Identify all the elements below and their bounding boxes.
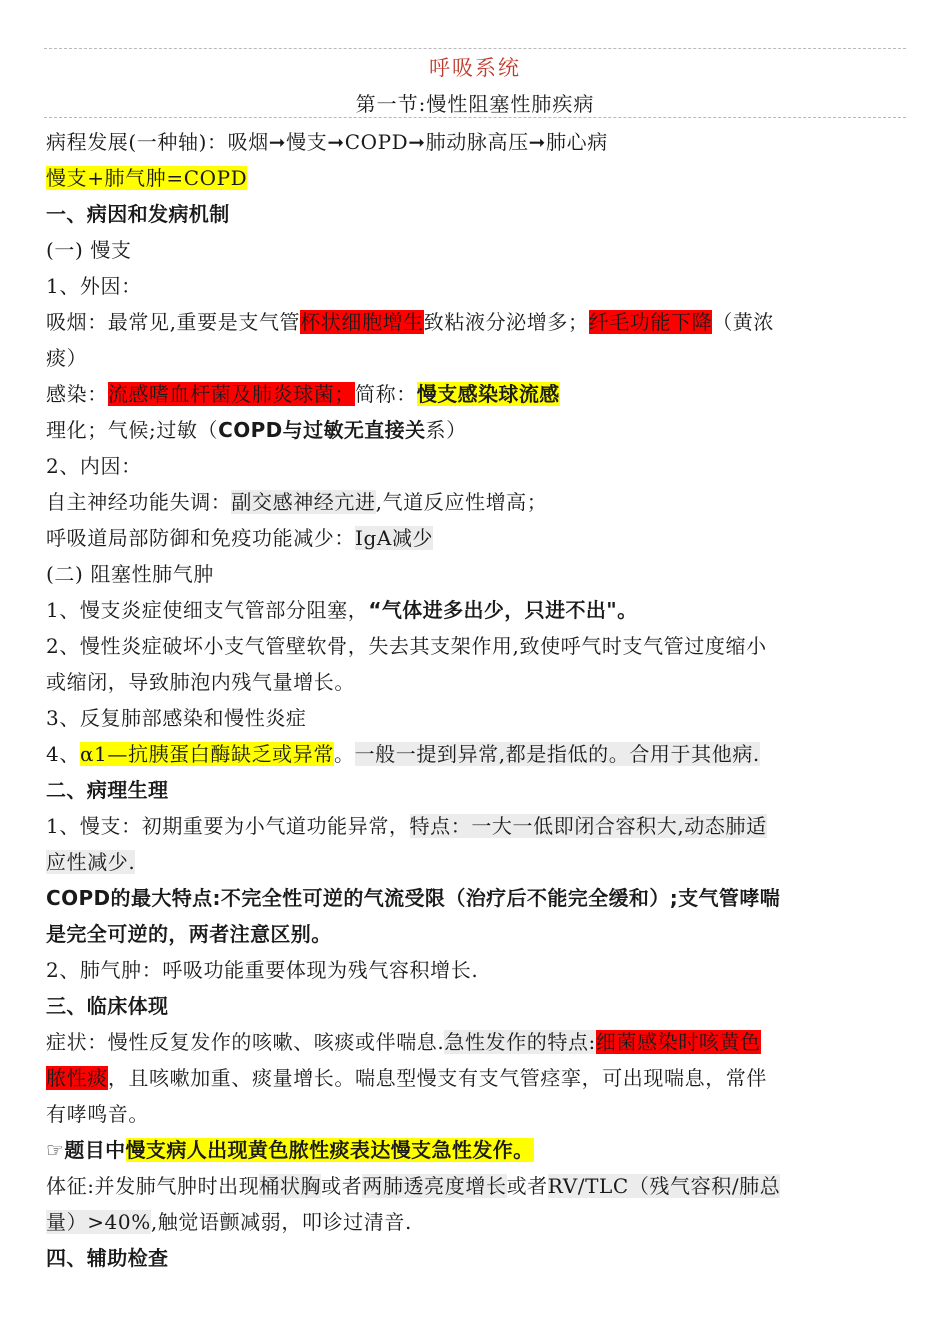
- section-title: 第一节:慢性阻塞性肺疾病: [355, 92, 595, 116]
- document-body: [46, 124, 892, 1276]
- heading-pathophysiology: 二、病理生理: [46, 778, 169, 802]
- acute-features-highlight: 急性发作的特点:: [444, 1030, 596, 1054]
- external-causes-label: 1、外因：: [46, 274, 142, 298]
- emphysema-point-2-continued: 或缩闭，导致肺泡内残气量增长。: [46, 670, 355, 694]
- physicochemical-tail: 系）: [425, 418, 467, 442]
- iga-highlight: IgA减少: [355, 526, 434, 550]
- header-rule-bottom: [44, 117, 906, 118]
- pathophysiology-point-1: [46, 808, 892, 844]
- signs-or-1: 或者: [321, 1174, 363, 1198]
- physicochemical-line: [46, 412, 892, 448]
- copd-allergy-bold: COPD与过敏无直接关: [218, 418, 426, 442]
- abnormal-note-highlight: 一般一提到异常,都是指低的。合用于其他病.: [354, 742, 760, 766]
- emphysema-point-2: 2、慢性炎症破坏小支气管壁软骨，失去其支架作用,致使呼气时支气管过度缩小: [46, 634, 767, 658]
- symptoms-line: [46, 1024, 892, 1060]
- airway-reactivity-text: ,气道反应性增高；: [375, 490, 548, 514]
- acute-exacerbation-highlight: 慢支病人出现黄色脓性痰表达慢支急性发作。: [125, 1138, 534, 1162]
- signs-line: [46, 1168, 892, 1204]
- disease-course-line: 病程发展(一种轴)：吸烟➞慢支➞COPD➞肺动脉高压➞肺心病: [46, 130, 608, 154]
- symptoms-line-continued: [46, 1060, 892, 1096]
- immunity-line: [46, 520, 892, 556]
- pathophysiology-point-1-continued: [46, 844, 892, 880]
- heading-etiology: 一、病因和发病机制: [46, 202, 230, 226]
- exam-tip-line: [46, 1132, 892, 1168]
- pointing-hand-icon: ☞题目中: [46, 1138, 126, 1162]
- copd-definition-line: [46, 160, 892, 196]
- point-4-number: 4、: [46, 742, 80, 766]
- emphysema-point-3: 3、反复肺部感染和慢性炎症: [46, 706, 307, 730]
- smoking-line: [46, 304, 892, 340]
- abbreviation-label: 简称：: [355, 382, 417, 406]
- parasympathetic-highlight: 副交感神经亢进: [231, 490, 376, 514]
- pathophysiology-point-2: 2、肺气肿：呼吸功能重要体现为残气容积增长.: [46, 958, 479, 982]
- mnemonic-highlight: 慢支感染球流感: [416, 382, 560, 406]
- pathophysiology-point-1-text: 1、慢支：初期重要为小气道功能异常，: [46, 814, 410, 838]
- pathogen-highlight: 流感嗜血杆菌及肺炎球菌；: [107, 382, 356, 406]
- subheading-emphysema: (二) 阻塞性肺气肿: [46, 562, 214, 586]
- features-highlight: 特点：一大一低即闭合容积大,动态肺适: [409, 814, 767, 838]
- symptoms-continued-text: ，且咳嗽加重、痰量增长。喘息型慢支有支气管痉挛，可出现喘息，常伴: [107, 1066, 768, 1090]
- symptoms-text: 症状：慢性反复发作的咳嗽、咳痰或伴喘息.: [46, 1030, 445, 1054]
- air-trapping-bold: “气体进多出少，只进不出"。: [368, 598, 638, 622]
- purulent-sputum-highlight: 脓性痰: [46, 1066, 108, 1090]
- copd-feature-bold-line: COPD的最大特点:不完全性可逆的气流受限（治疗后不能完全缓和）;支气管哮喘: [46, 886, 781, 910]
- physicochemical-text: 理化；气候;过敏（: [46, 418, 219, 442]
- antitrypsin-highlight: α1—抗胰蛋白酶缺乏或异常: [79, 742, 334, 766]
- internal-causes-label: 2、内因：: [46, 454, 142, 478]
- lung-lucency-highlight: 两肺透亮度增长: [362, 1174, 507, 1198]
- rv-tlc-value-highlight: 量）>40%: [46, 1210, 151, 1234]
- copd-definition-highlight: 慢支+肺气肿=COPD: [46, 166, 248, 190]
- sputum-text: （黄浓: [712, 310, 775, 334]
- immunity-text: 呼吸道局部防御和免疫功能减少：: [46, 526, 355, 550]
- subheading-chronic-bronchitis: (一) 慢支: [46, 238, 132, 262]
- emphysema-point-4: [46, 736, 892, 772]
- rv-tlc-highlight: RV/TLC（残气容积/肺总: [547, 1174, 781, 1198]
- goblet-cell-highlight: 杯状细胞增生: [300, 310, 424, 334]
- cilia-highlight: 纤毛功能下降: [588, 310, 713, 334]
- emphysema-point-1-text: 1、慢支炎症使细支气管部分阻塞，: [46, 598, 369, 622]
- bacterial-infection-highlight: 细菌感染时咳黄色: [595, 1030, 761, 1054]
- signs-text: 体征:并发肺气肿时出现: [46, 1174, 260, 1198]
- smoking-text: 吸烟：最常见,重要是支气管: [46, 310, 301, 334]
- signs-or-2: 或者: [506, 1174, 548, 1198]
- symptoms-line-end: 有哮鸣音。: [46, 1102, 149, 1126]
- signs-continued-text: ,触觉语颤减弱，叩诊过清音.: [150, 1210, 412, 1234]
- header-rule-top: [44, 48, 906, 49]
- smoking-line-continued: 痰）: [46, 346, 88, 370]
- signs-line-continued: [46, 1204, 892, 1240]
- infection-line: [46, 376, 892, 412]
- features-highlight-continued: 应性减少.: [46, 850, 136, 874]
- barrel-chest-highlight: 桶状胸: [259, 1174, 322, 1198]
- infection-label: 感染：: [46, 382, 108, 406]
- autonomic-text: 自主神经功能失调：: [46, 490, 232, 514]
- document-title: 呼吸系统: [429, 56, 521, 80]
- emphysema-point-1: [46, 592, 892, 628]
- heading-auxiliary-exams: 四、辅助检查: [46, 1246, 169, 1270]
- point-4-period: 。: [333, 742, 355, 766]
- heading-clinical: 三、临床体现: [46, 994, 169, 1018]
- mucus-text: 致粘液分泌增多；: [423, 310, 589, 334]
- autonomic-line: [46, 484, 892, 520]
- copd-feature-bold-line-continued: 是完全可逆的，两者注意区别。: [46, 922, 332, 946]
